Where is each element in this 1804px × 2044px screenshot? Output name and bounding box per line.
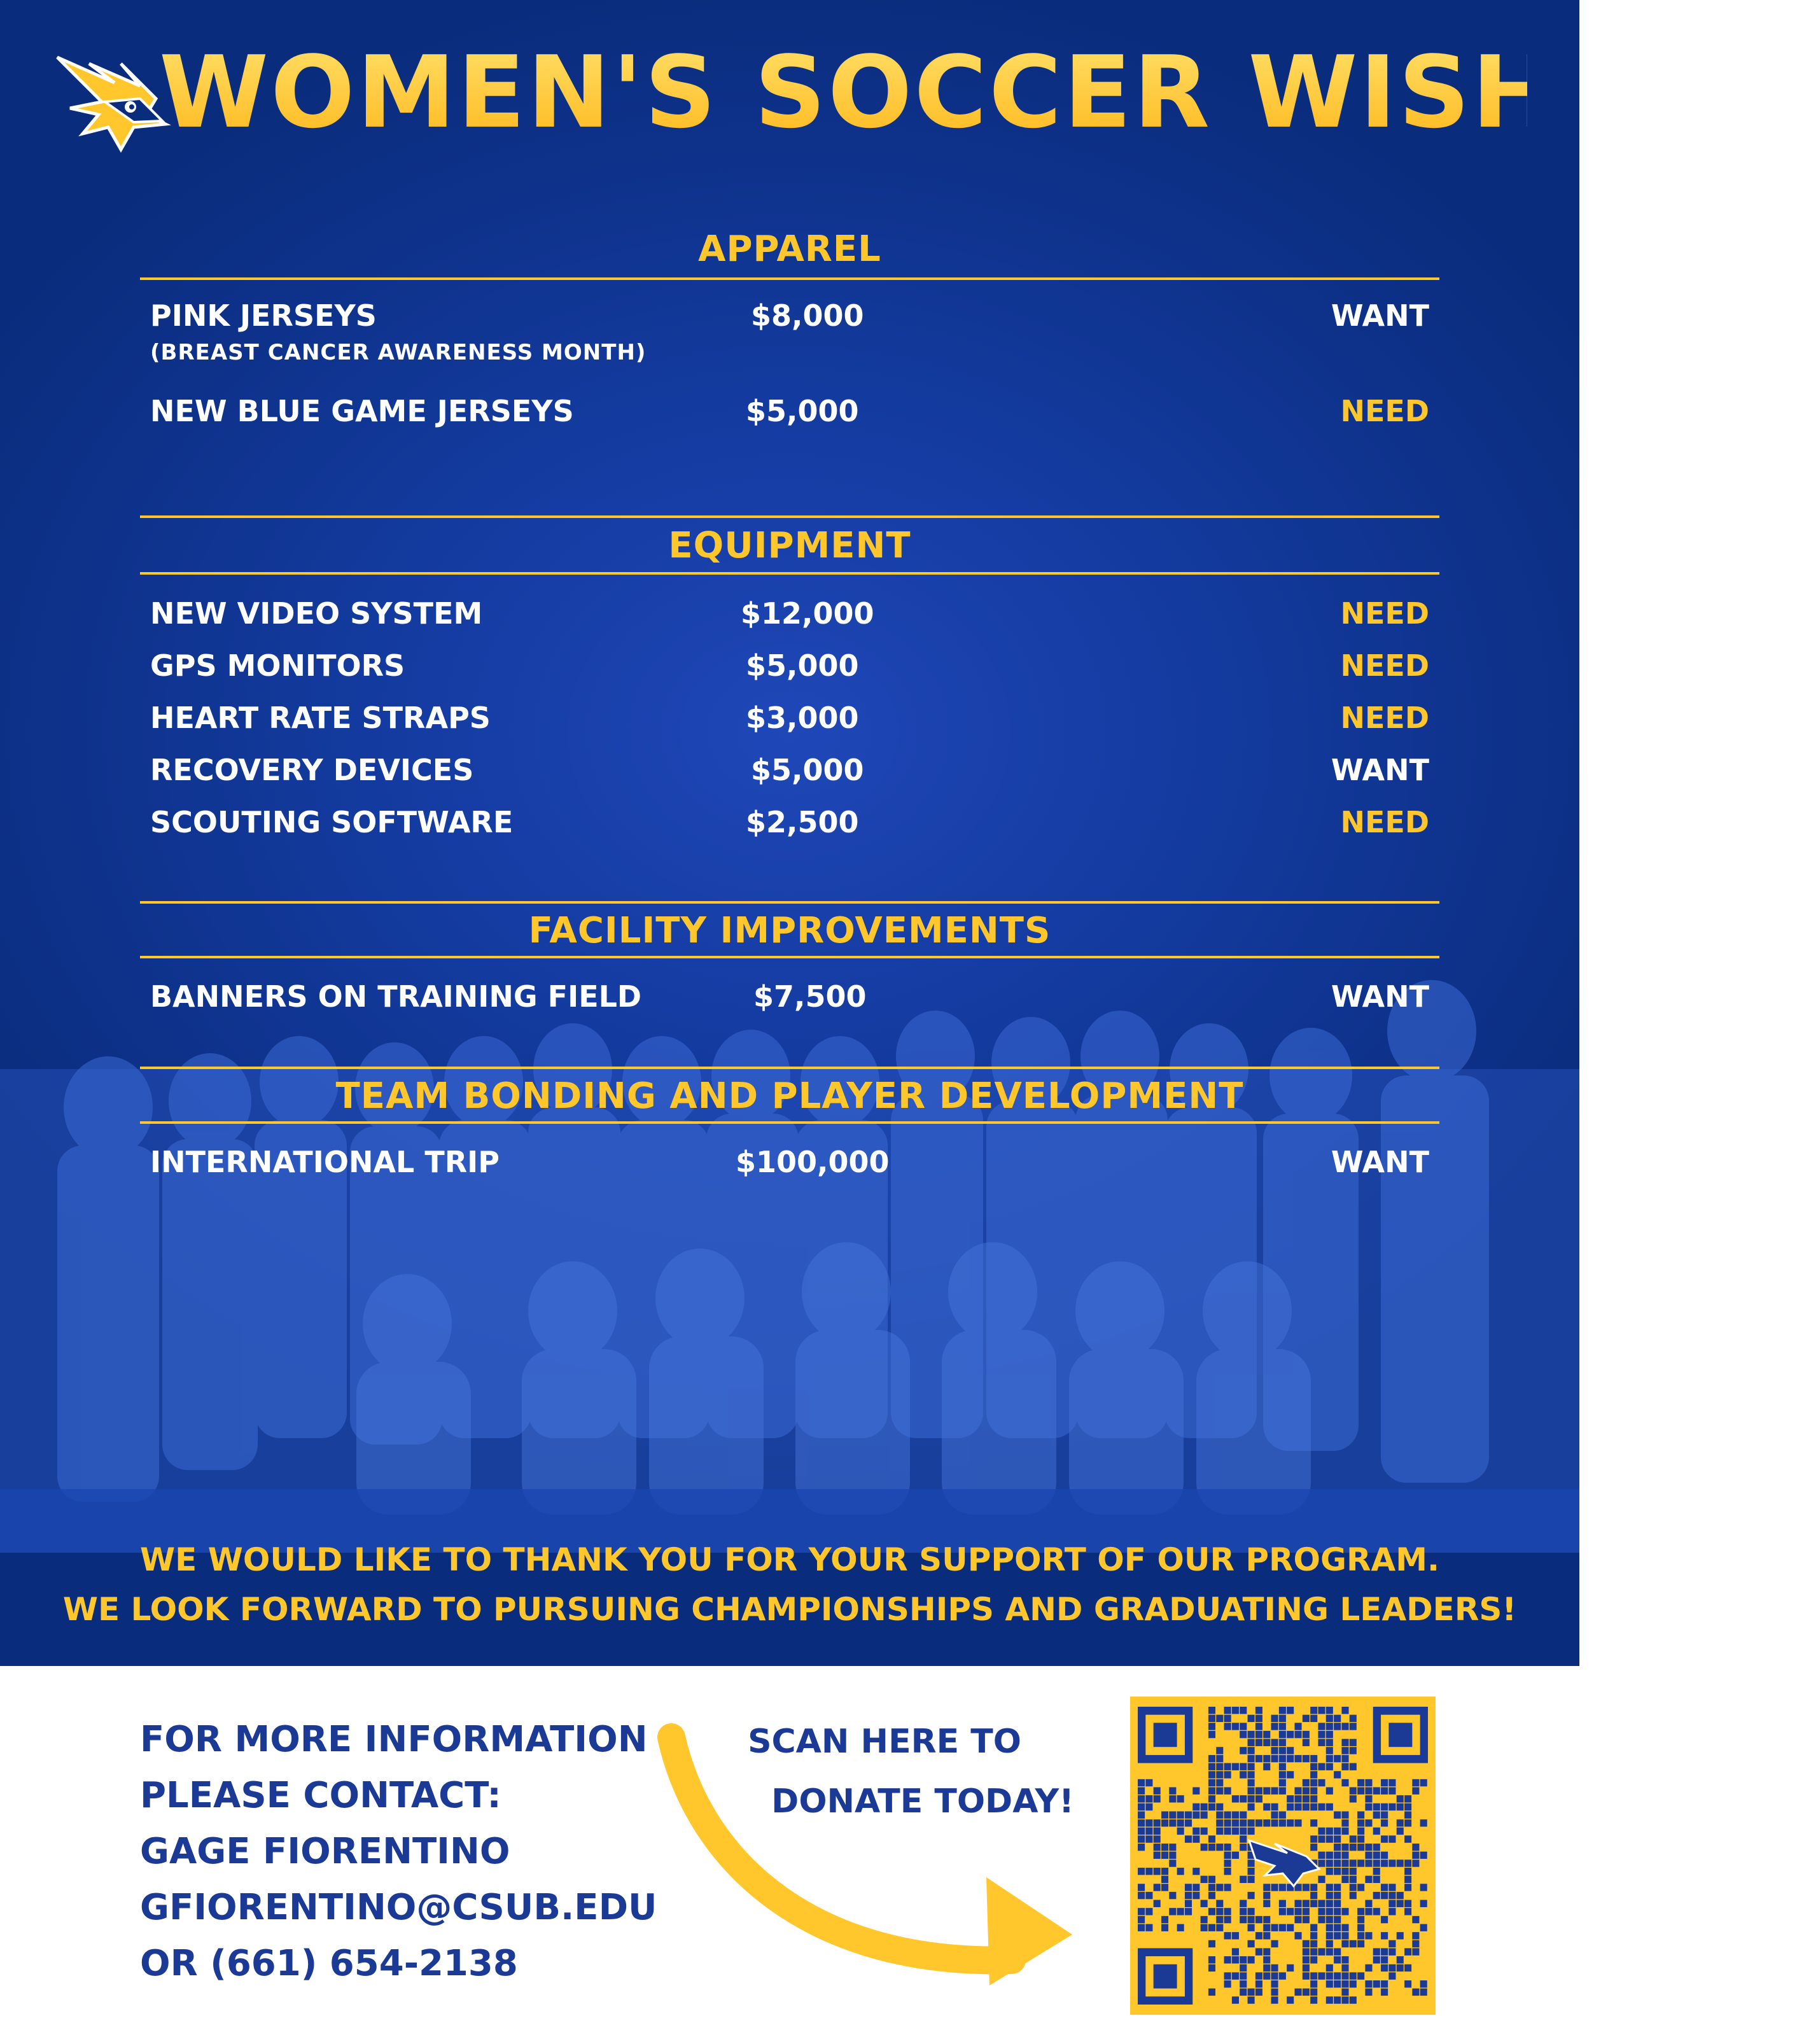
wishlist-item-scouting-software — [150, 803, 1429, 841]
qr-code-icon — [1138, 1707, 1428, 2005]
wishlist-item-blue-jerseys — [150, 392, 1429, 430]
item-status: NEED — [1340, 701, 1429, 735]
wishlist-item-video-system — [150, 594, 1429, 633]
item-price: $5,000 — [751, 753, 864, 787]
donate-cta — [713, 1712, 1094, 1831]
wishlist-item-international-trip — [150, 1143, 1429, 1181]
item-price: $8,000 — [751, 298, 864, 333]
contact-line-1: FOR MORE INFORMATION — [140, 1719, 648, 1760]
divider — [140, 1067, 1439, 1069]
item-status: NEED — [1340, 805, 1429, 839]
item-price: $3,000 — [746, 701, 859, 735]
section-title-facility: FACILITY IMPROVEMENTS — [528, 910, 1051, 951]
thanks-line-1: WE WOULD LIKE TO THANK YOU FOR YOUR SUPPORT OF OUR PROGRAM. — [139, 1541, 1440, 1578]
section-title-team-bonding: TEAM BONDING AND PLAYER DEVELOPMENT — [335, 1075, 1244, 1117]
item-name: RECOVERY DEVICES — [150, 753, 474, 787]
item-status: NEED — [1340, 596, 1429, 631]
wishlist-item-recovery-devices — [150, 751, 1429, 789]
divider — [140, 572, 1439, 575]
roadrunner-logo-icon — [45, 38, 172, 159]
item-status: WANT — [1331, 1145, 1429, 1179]
item-status: NEED — [1340, 394, 1429, 428]
item-name: SCOUTING SOFTWARE — [150, 805, 514, 839]
thanks-line-2: WE LOOK FORWARD TO PURSUING CHAMPIONSHIPS AND GRADUATING LEADERS! — [62, 1591, 1517, 1628]
item-name: PINK JERSEYS — [150, 298, 377, 333]
item-status: WANT — [1331, 298, 1429, 333]
item-status: NEED — [1340, 648, 1429, 683]
item-subtitle: (BREAST CANCER AWARENESS MONTH) — [150, 340, 647, 365]
divider — [140, 515, 1439, 518]
section-title-equipment: EQUIPMENT — [668, 525, 911, 566]
item-status: WANT — [1331, 753, 1429, 787]
divider — [140, 1121, 1439, 1124]
divider — [140, 901, 1439, 904]
item-price: $7,500 — [753, 979, 867, 1014]
item-status: WANT — [1331, 979, 1429, 1014]
wishlist-item-gps-monitors — [150, 647, 1429, 685]
item-name: BANNERS ON TRAINING FIELD — [150, 979, 642, 1014]
wishlist-item-heart-rate-straps — [150, 699, 1429, 737]
item-name: INTERNATIONAL TRIP — [150, 1145, 500, 1179]
item-name: GPS MONITORS — [150, 648, 405, 683]
item-price: $100,000 — [736, 1145, 890, 1179]
divider — [140, 956, 1439, 958]
item-price: $5,000 — [746, 648, 859, 683]
section-title-apparel: APPAREL — [698, 228, 881, 270]
item-price: $2,500 — [746, 805, 859, 839]
wishlist-item-banners — [150, 977, 1429, 1016]
page-title: WOMEN'S SOCCER WISHLIST — [159, 34, 1804, 150]
contact-name: GAGE FIORENTINO — [140, 1831, 510, 1872]
divider — [140, 277, 1439, 280]
contact-phone[interactable]: OR (661) 654-2138 — [140, 1943, 518, 1984]
item-name: HEART RATE STRAPS — [150, 701, 491, 735]
item-name: NEW BLUE GAME JERSEYS — [150, 394, 574, 428]
contact-email[interactable]: GFIORENTINO@CSUB.EDU — [140, 1887, 657, 1928]
cta-line-1: SCAN HERE TO — [748, 1723, 1021, 1761]
contact-block — [140, 1712, 662, 1992]
contact-line-2: PLEASE CONTACT: — [140, 1775, 501, 1816]
item-name: NEW VIDEO SYSTEM — [150, 596, 483, 631]
item-price: $12,000 — [741, 596, 874, 631]
wishlist-item-pink-jerseys — [150, 297, 1429, 335]
cta-line-2: DONATE TODAY! — [771, 1782, 1074, 1821]
item-price: $5,000 — [746, 394, 859, 428]
qr-code[interactable] — [1130, 1697, 1436, 2015]
